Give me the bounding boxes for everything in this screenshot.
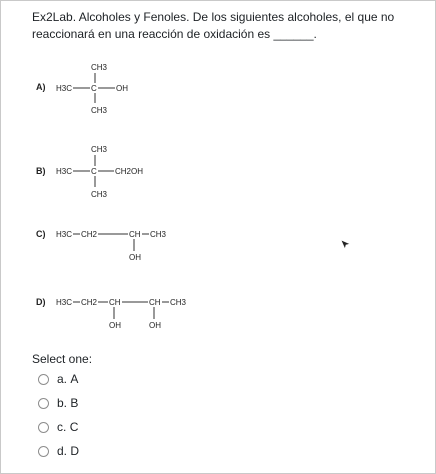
structure-b <box>36 141 186 203</box>
structure-b-label: B) <box>36 166 46 176</box>
option-b-letter: b. <box>57 396 68 410</box>
structure-d-atom-e: CH3 <box>170 298 187 307</box>
structure-a-bottom: CH3 <box>91 106 108 115</box>
option-c[interactable] <box>38 418 78 436</box>
option-c-value: C <box>69 420 79 434</box>
structure-d-oh-1: OH <box>109 321 121 330</box>
structure-d-atom-d: CH <box>149 298 161 307</box>
structure-c-label: C) <box>36 229 46 239</box>
structure-b-top: CH3 <box>91 145 108 154</box>
structure-a-label: A) <box>36 82 46 92</box>
option-b-value: B <box>70 396 79 410</box>
select-one-prompt: Select one: <box>32 352 93 366</box>
structure-c <box>36 225 216 267</box>
structure-b-left: H3C <box>56 167 73 176</box>
radio-d[interactable] <box>38 446 49 457</box>
mouse-pointer-icon <box>340 237 351 255</box>
structure-c-atom-b: CH2 <box>81 230 98 239</box>
structure-d-atom-c: CH <box>109 298 121 307</box>
option-a-value: A <box>70 372 79 386</box>
option-b[interactable] <box>38 394 78 412</box>
structure-d <box>36 290 236 336</box>
structure-a-right: OH <box>116 84 128 93</box>
option-d-value: D <box>70 444 80 458</box>
structure-c-atom-c: CH <box>129 230 141 239</box>
question-text: Ex2Lab. Alcoholes y Fenoles. De los siguientes alcoholes, el que no reaccionará en una reacción de oxidación es ______. <box>32 10 395 41</box>
structure-d-label: D) <box>36 297 46 307</box>
structure-d-oh-2: OH <box>149 321 161 330</box>
option-c-letter: c. <box>57 420 67 434</box>
structure-c-atom-d: CH3 <box>150 230 167 239</box>
option-a[interactable] <box>38 370 78 388</box>
radio-b[interactable] <box>38 398 49 409</box>
structure-b-center: C <box>91 167 97 176</box>
structure-a-center: C <box>91 84 97 93</box>
structure-a-left: H3C <box>56 84 73 93</box>
structure-c-atom-a: H3C <box>56 230 73 239</box>
structure-a <box>36 60 166 122</box>
structure-c-oh: OH <box>129 253 141 262</box>
structure-d-atom-b: CH2 <box>81 298 98 307</box>
structure-a-top: CH3 <box>91 63 108 72</box>
radio-c[interactable] <box>38 422 49 433</box>
structure-d-atom-a: H3C <box>56 298 73 307</box>
radio-a[interactable] <box>38 374 49 385</box>
structure-b-right: CH2OH <box>115 167 144 176</box>
option-a-letter: a. <box>57 372 68 386</box>
option-d-letter: d. <box>57 444 68 458</box>
structure-b-bottom: CH3 <box>91 190 108 199</box>
option-d[interactable] <box>38 442 79 460</box>
